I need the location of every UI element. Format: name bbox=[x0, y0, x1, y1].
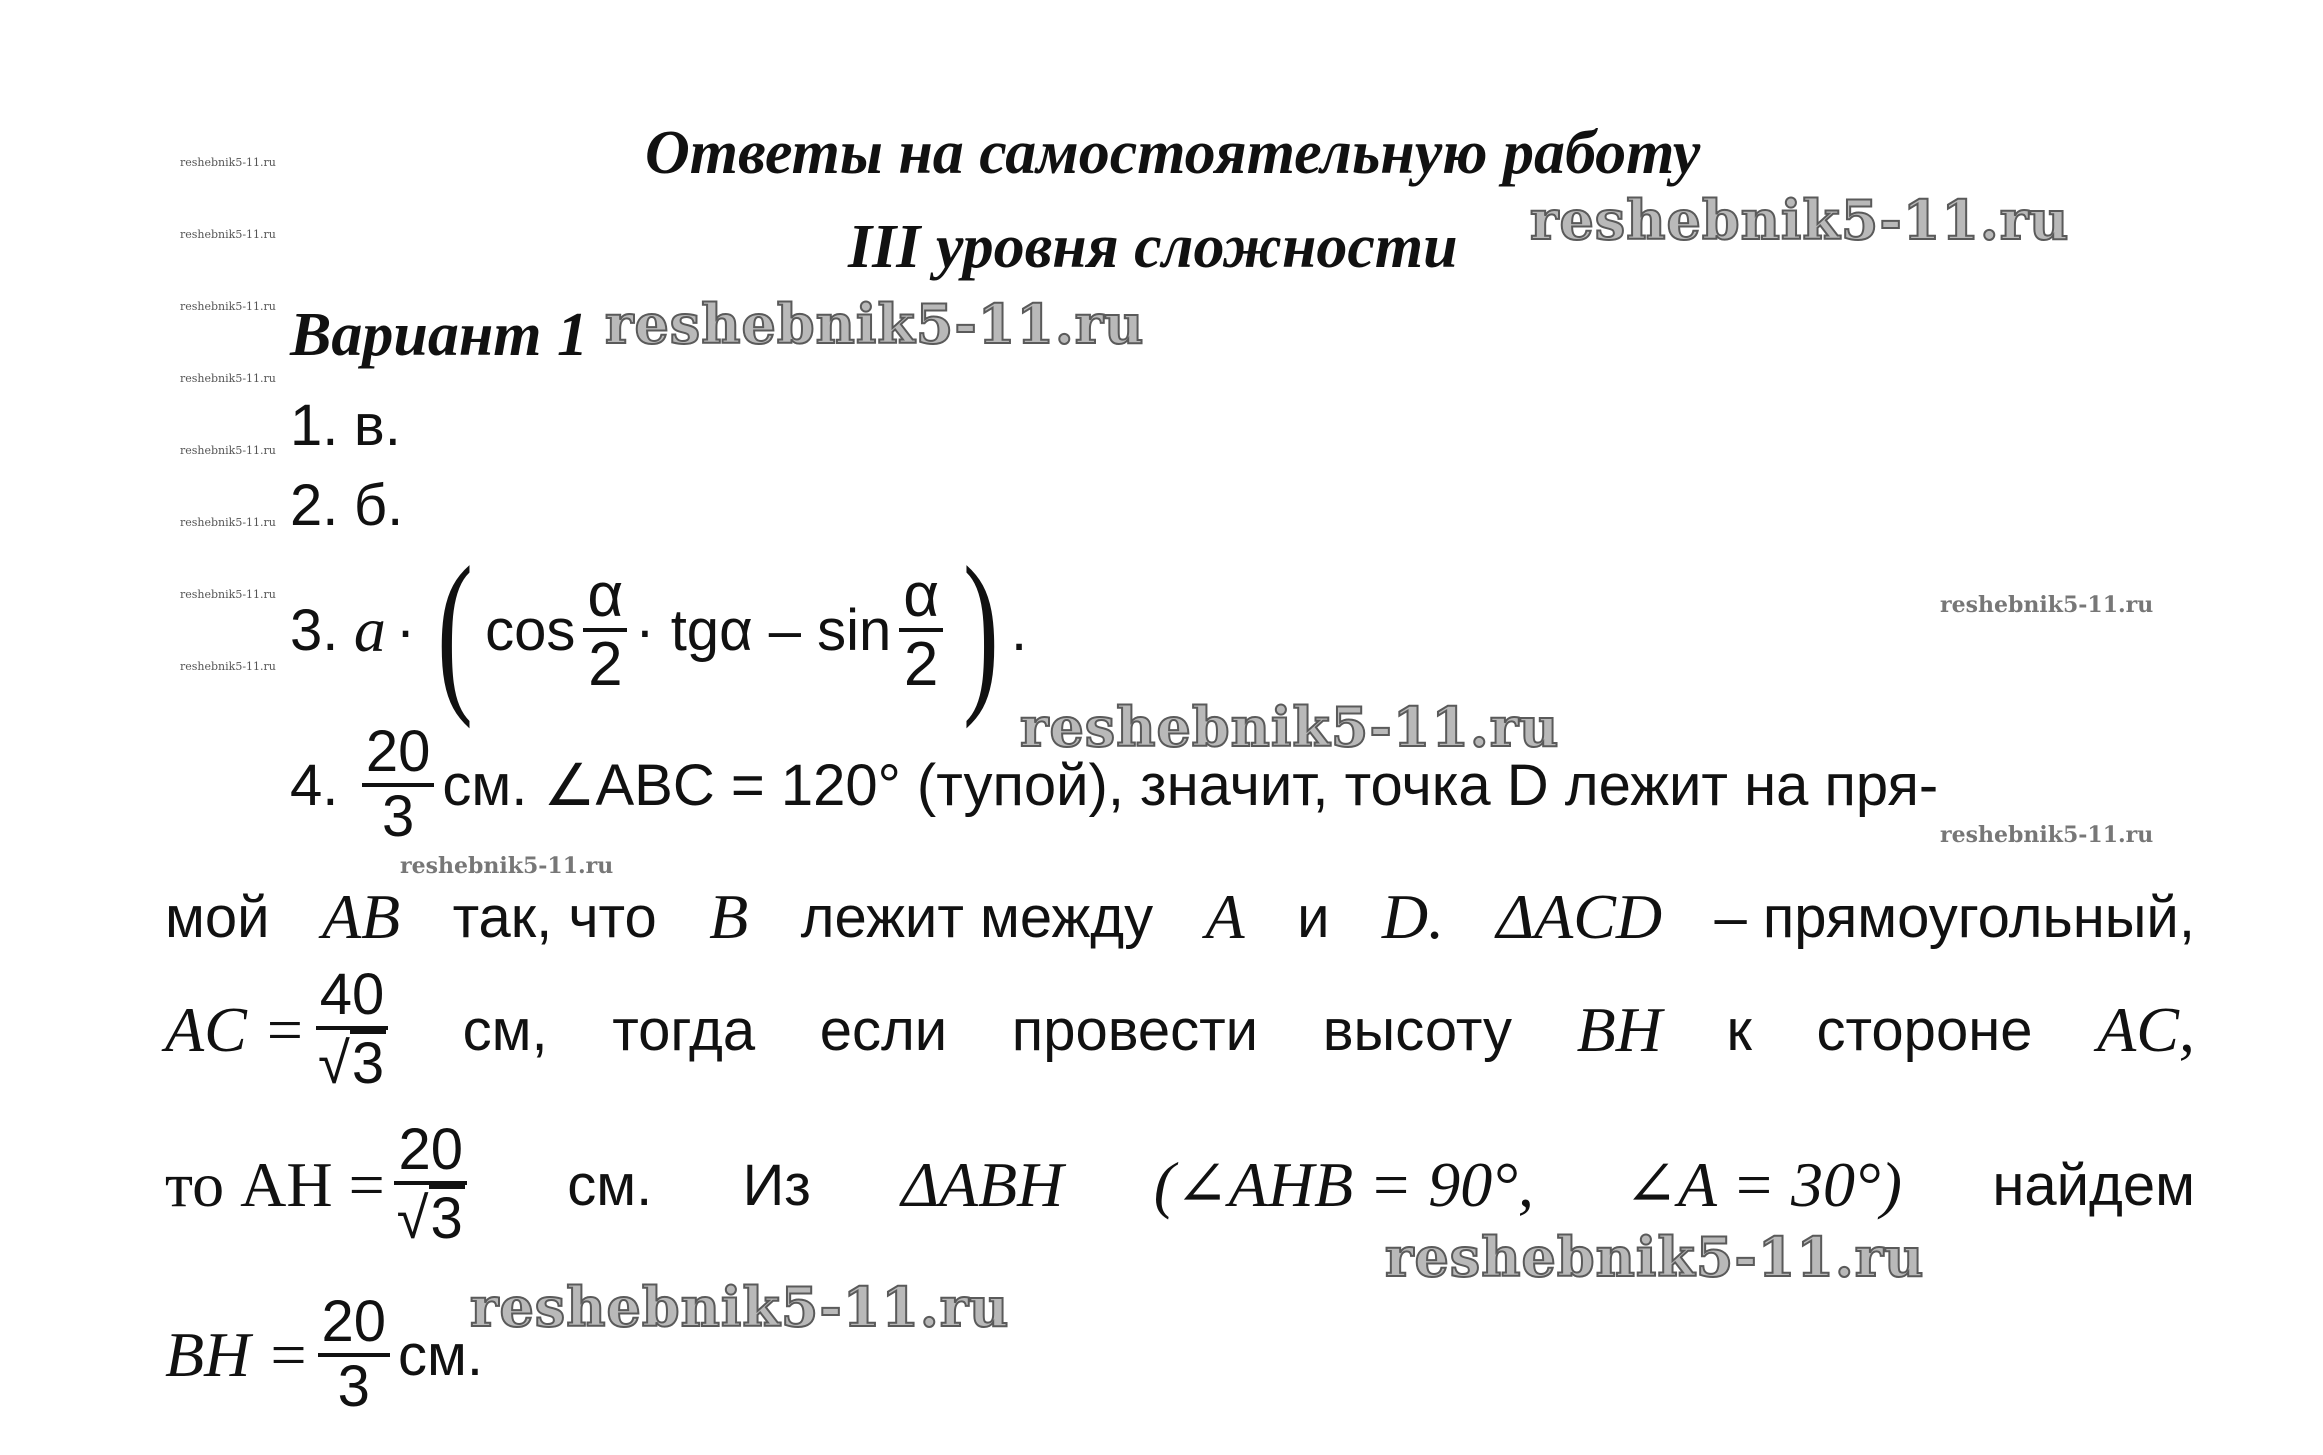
title-line-1: Ответы на самостоятельную работу bbox=[645, 119, 1701, 187]
answer-3-cos: cos bbox=[485, 597, 576, 663]
word: D. bbox=[1381, 881, 1445, 952]
watermark: reshebnik5-11.ru bbox=[1530, 188, 2070, 252]
word: и bbox=[1297, 884, 1330, 950]
word: лежит между bbox=[800, 884, 1154, 950]
watermark: reshebnik5-11.ru bbox=[180, 660, 276, 673]
answer-1-value: в. bbox=[353, 393, 401, 458]
answer-2 bbox=[290, 470, 403, 541]
answer-4-fraction bbox=[362, 719, 435, 849]
word: высоту bbox=[1322, 997, 1513, 1063]
word: найдем bbox=[1992, 1152, 2195, 1218]
word: ΔACD bbox=[1496, 881, 1663, 952]
watermark: reshebnik5-11.ru bbox=[180, 156, 276, 169]
watermark: reshebnik5-11.ru bbox=[180, 444, 276, 457]
word: см, bbox=[462, 997, 548, 1063]
fraction-denominator: 2 bbox=[903, 630, 939, 699]
watermark: reshebnik5-11.ru bbox=[180, 228, 276, 241]
word: (∠AHB = 90°, bbox=[1153, 1149, 1534, 1220]
word: стороне bbox=[1816, 997, 2033, 1063]
fraction-denominator: 2 bbox=[588, 630, 623, 699]
watermark: reshebnik5-11.ru bbox=[1385, 1225, 1925, 1289]
fraction-denominator: 3 bbox=[337, 1354, 370, 1419]
fraction-denominator: √ 3 bbox=[396, 1186, 463, 1251]
watermark: reshebnik5-11.ru bbox=[400, 853, 614, 879]
fraction-20-sqrt3 bbox=[393, 1117, 469, 1251]
word: к bbox=[1726, 997, 1752, 1063]
word: провести bbox=[1011, 997, 1259, 1063]
alpha-half-fraction-2 bbox=[899, 560, 943, 699]
alpha-half-fraction-1 bbox=[583, 560, 627, 699]
watermark: reshebnik5-11.ru bbox=[180, 588, 276, 601]
watermark: reshebnik5-11.ru bbox=[605, 292, 1145, 356]
word: ΔABH bbox=[901, 1149, 1064, 1220]
answer-2-value: б. bbox=[353, 473, 404, 538]
right-paren: ) bbox=[963, 530, 1000, 729]
answer-3-tg-sin: · tgα – sin bbox=[635, 597, 892, 663]
sqrt-radicand: 3 bbox=[430, 1186, 463, 1251]
sqrt-radicand: 3 bbox=[351, 1031, 385, 1096]
variant-heading: Вариант 1 bbox=[290, 301, 588, 369]
answer-3-number: 3. bbox=[290, 597, 339, 663]
answer-3-dot: · bbox=[395, 597, 416, 663]
fraction-numerator: 20 bbox=[318, 1292, 391, 1357]
watermark: reshebnik5-11.ru bbox=[180, 516, 276, 529]
answer-3 bbox=[290, 530, 1028, 729]
left-paren: ( bbox=[437, 530, 474, 729]
fraction-20-3 bbox=[318, 1289, 391, 1419]
fraction-numerator: 20 bbox=[362, 722, 435, 787]
answer-4-text: см. ∠ABC = 120° (тупой), значит, точка D лежит на пря- bbox=[442, 753, 1939, 818]
word: – прямоугольный, bbox=[1714, 884, 2195, 950]
word: Из bbox=[742, 1152, 811, 1218]
fraction-40-sqrt3 bbox=[314, 962, 390, 1096]
paragraph-line-3 bbox=[165, 955, 2195, 1105]
equation-ac bbox=[165, 962, 398, 1096]
answer-4-number: 4. bbox=[290, 752, 339, 818]
watermark: reshebnik5-11.ru bbox=[1940, 592, 2154, 618]
equation-lhs: AC = bbox=[165, 994, 306, 1065]
fraction-denominator: √ 3 bbox=[317, 1031, 385, 1096]
fraction-numerator: 20 bbox=[394, 1120, 467, 1185]
word: B bbox=[709, 881, 749, 952]
watermark: reshebnik5-11.ru bbox=[180, 300, 276, 313]
watermark: reshebnik5-11.ru bbox=[1020, 695, 1560, 759]
answer-3-end: . bbox=[1011, 597, 1028, 663]
word: мой bbox=[165, 884, 270, 950]
word: A bbox=[1205, 881, 1245, 952]
answer-1-number: 1. bbox=[290, 393, 339, 458]
equation-ah bbox=[165, 1117, 477, 1251]
word: тогда bbox=[612, 997, 756, 1063]
word: AC, bbox=[2097, 994, 2195, 1065]
answer-1 bbox=[290, 390, 401, 461]
watermark: reshebnik5-11.ru bbox=[470, 1275, 1010, 1339]
title-line-2: III уровня сложности bbox=[848, 213, 1458, 281]
word: AB bbox=[321, 881, 401, 952]
fraction-numerator: α bbox=[583, 563, 627, 632]
watermark: reshebnik5-11.ru bbox=[180, 372, 276, 385]
equation-lhs: то AH = bbox=[165, 1149, 385, 1220]
word: см. bbox=[567, 1152, 653, 1218]
word: так, что bbox=[452, 884, 657, 950]
paragraph-line-5 bbox=[165, 1285, 483, 1425]
word: если bbox=[819, 997, 948, 1063]
word: BH bbox=[1576, 994, 1662, 1065]
answer-3-var-a: a bbox=[353, 594, 386, 665]
fraction-numerator: α bbox=[899, 563, 943, 632]
watermark: reshebnik5-11.ru bbox=[1940, 822, 2154, 848]
fraction-numerator: 40 bbox=[316, 965, 389, 1030]
fraction-denominator: 3 bbox=[382, 784, 415, 849]
word: ∠A = 30°) bbox=[1624, 1149, 1902, 1220]
answer-4-end: см. bbox=[398, 1322, 484, 1388]
paragraph-line-2 bbox=[165, 880, 2195, 954]
answer-2-number: 2. bbox=[290, 473, 339, 538]
equation-lhs: BH = bbox=[165, 1319, 310, 1390]
